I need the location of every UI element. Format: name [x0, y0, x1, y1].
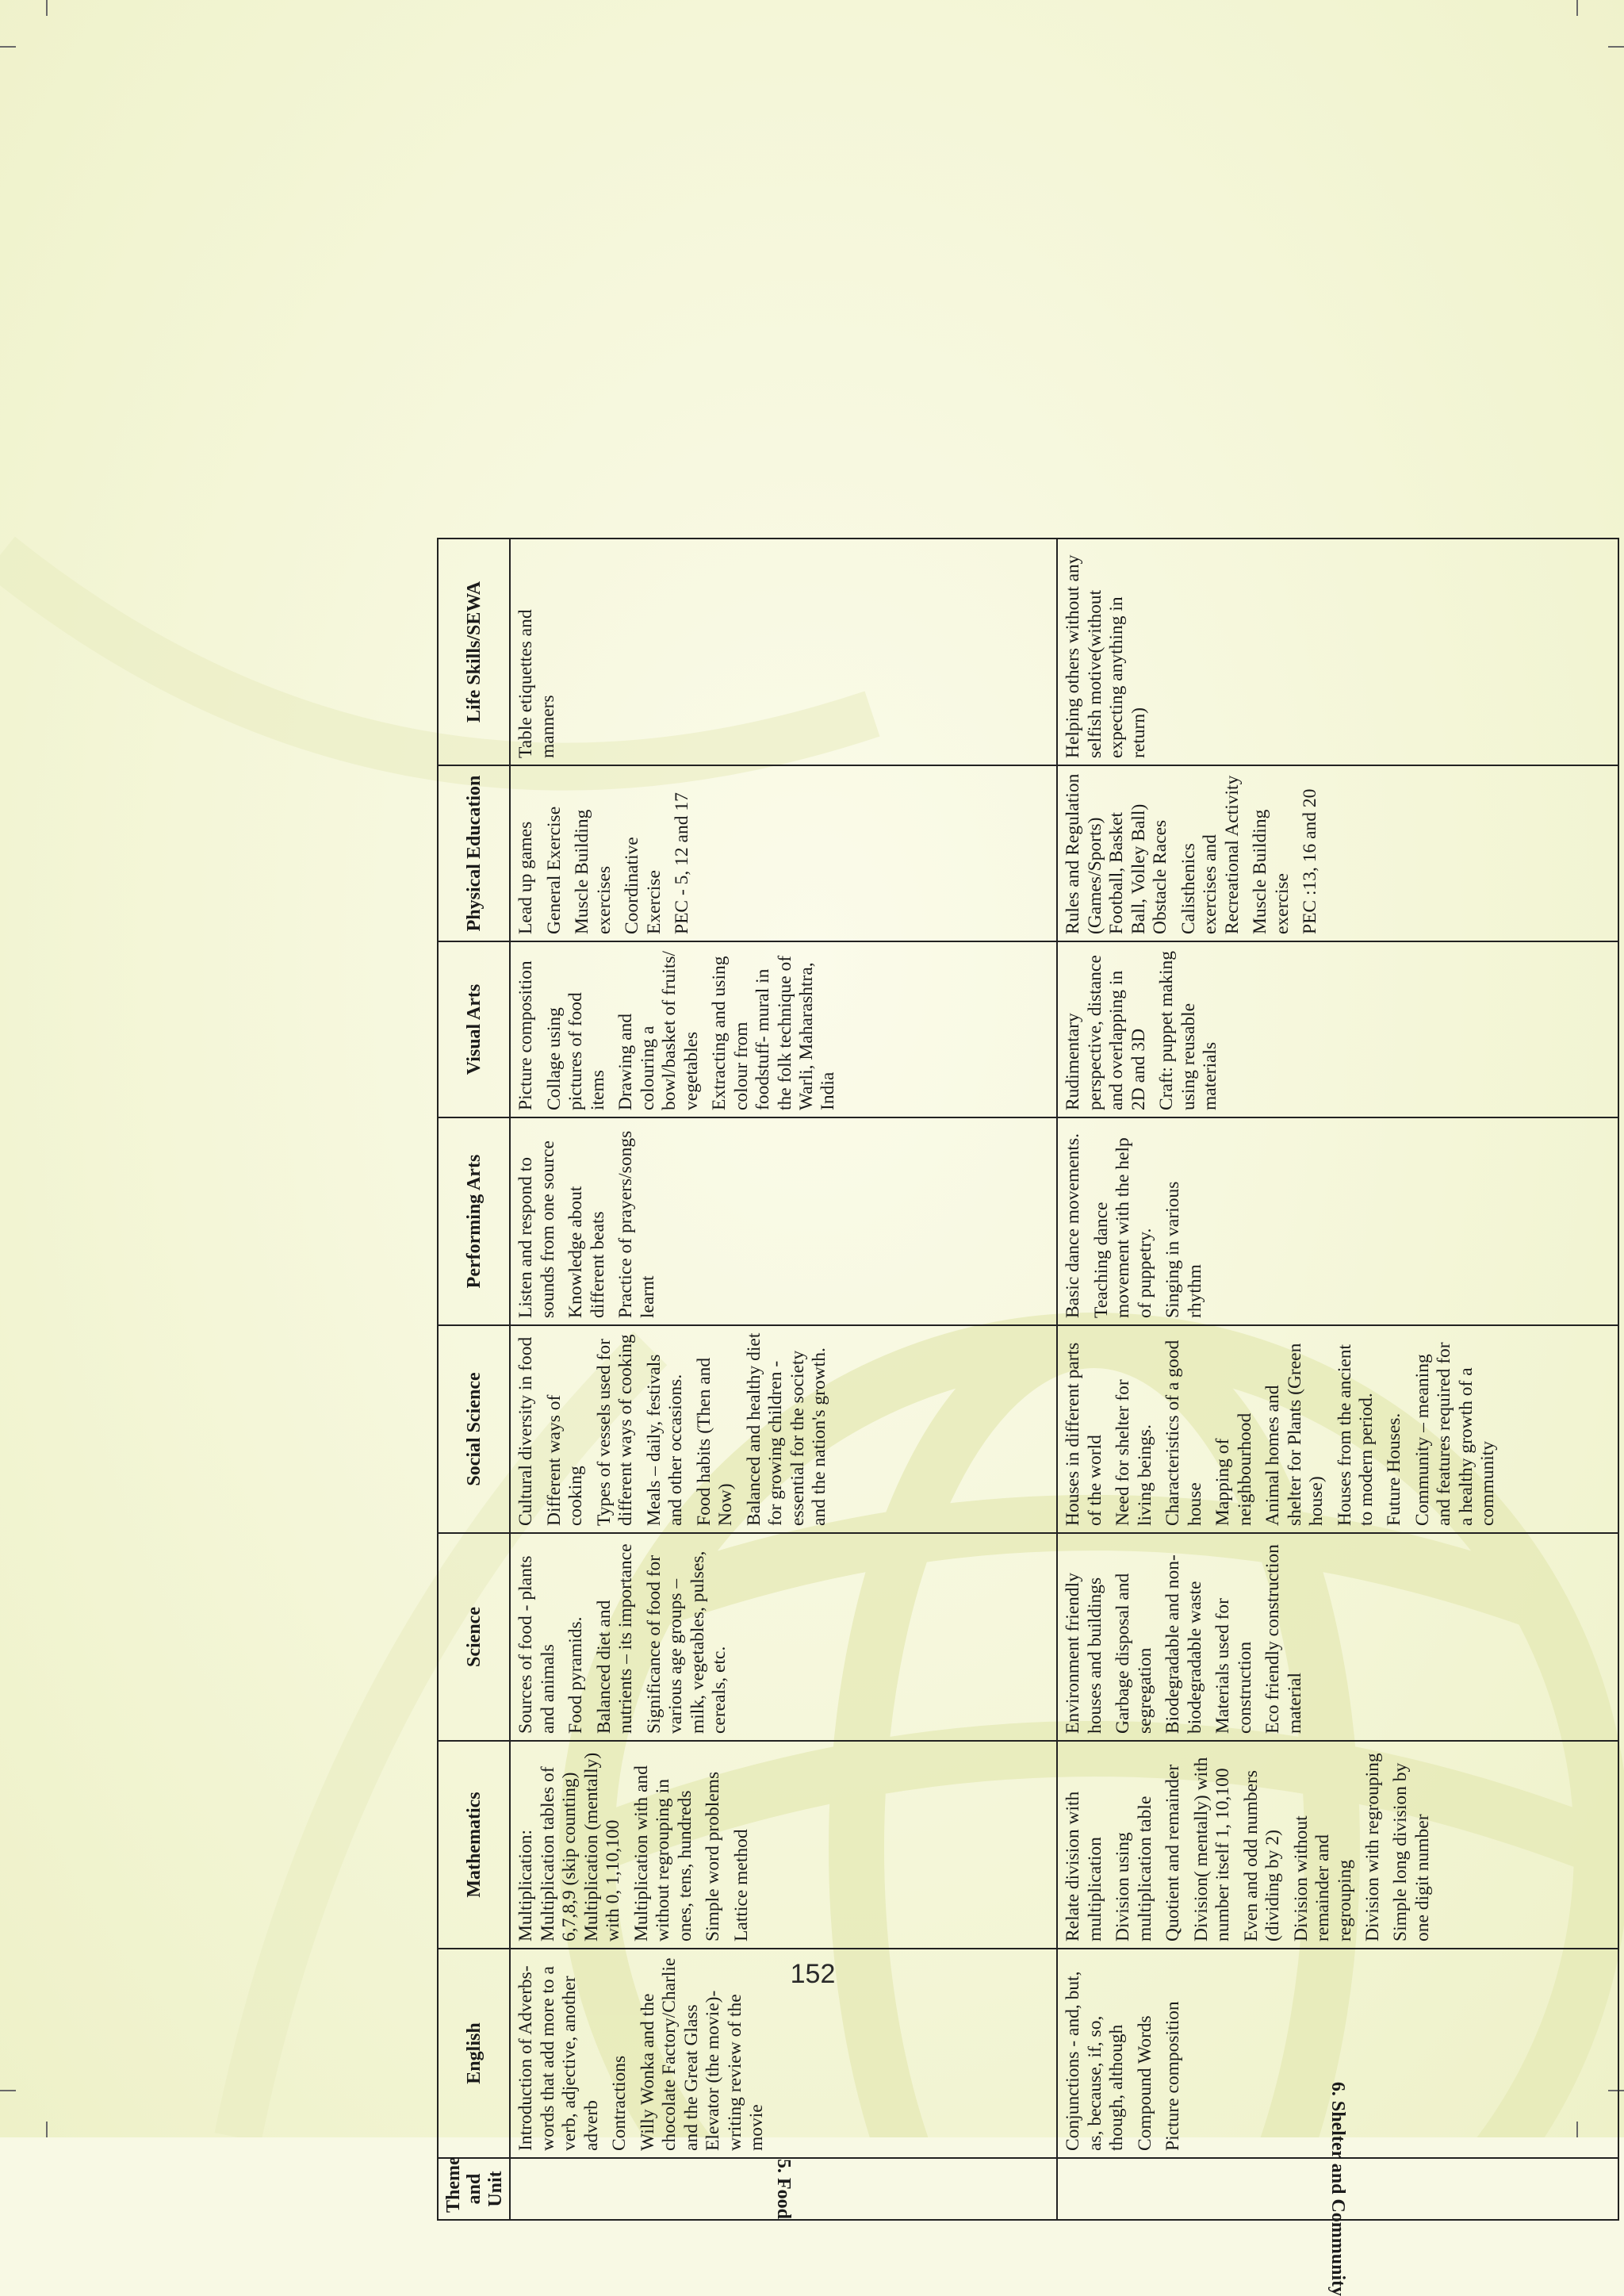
- cell-item: Community – meaning and features required for a healthy growth of a community: [1411, 1342, 1499, 1526]
- cell-science: [1057, 1533, 1618, 1741]
- cell-item: PEC - 5, 12 and 17: [672, 792, 693, 934]
- cell-item: Craft: puppet making using reusable materials: [1156, 950, 1221, 1110]
- header-theme: Theme and Unit: [438, 2158, 510, 2220]
- cell-item: Collage using pictures of food items: [543, 992, 608, 1110]
- cell-item: Mapping of neighbourhood: [1212, 1412, 1255, 1526]
- crop-mark: [46, 0, 48, 16]
- cell-item: Sources of food - plants and animals: [515, 1555, 558, 1734]
- header-performing-arts: Performing Arts: [438, 1117, 510, 1325]
- cell-item: Garbage disposal and segregation: [1113, 1573, 1155, 1734]
- table-header-row: [438, 539, 510, 2220]
- cell-item: Lead up games: [515, 821, 537, 934]
- crop-mark: [46, 2122, 48, 2137]
- cell-item: Drawing and colouring a bowl/basket of fruits/ vegetables: [615, 950, 702, 1110]
- cell-item: Division using multiplication table: [1113, 1796, 1155, 1941]
- cell-item: Listen and respond to sounds from one source: [515, 1140, 558, 1318]
- cell-item: Basic dance movements.: [1063, 1133, 1084, 1318]
- cell-physical-education: [510, 765, 1057, 941]
- curriculum-table: [437, 538, 1619, 2296]
- header-social-science: Social Science: [438, 1325, 510, 1533]
- cell-item: Quotient and remainder: [1162, 1764, 1184, 1941]
- header-science: Science: [438, 1533, 510, 1741]
- cell-item: Picture composition: [1162, 2001, 1184, 2151]
- cell-item: Helping others without any selfish motive(without expecting anything in return): [1063, 554, 1149, 758]
- cell-item: Materials used for construction: [1212, 1598, 1255, 1734]
- cell-performing-arts: [510, 1117, 1057, 1325]
- cell-mathematics: [510, 1741, 1057, 1949]
- cell-item: Balanced diet and nutrients – its importance: [593, 1543, 637, 1734]
- cell-item: Knowledge about different beats: [565, 1186, 608, 1318]
- crop-mark: [0, 46, 16, 48]
- cell-visual-arts: [1057, 941, 1618, 1117]
- cell-performing-arts: [1057, 1117, 1618, 1325]
- cell-item: Simple word problems: [703, 1771, 724, 1941]
- rotated-table-wrapper: [437, 554, 1604, 2296]
- cell-item: Meals – daily, festivals and other occasions.: [643, 1354, 687, 1526]
- crop-mark: [0, 2090, 16, 2091]
- cell-item: Teaching dance movement with the help of puppetry.: [1090, 1137, 1155, 1318]
- cell-item: Simple long division by one digit number: [1390, 1762, 1433, 1941]
- cell-item: Division without remainder and regrouping: [1290, 1815, 1355, 1941]
- cell-visual-arts: [510, 941, 1057, 1117]
- cell-item: Significance of food for various age groups – milk, vegetables, pulses, cereals, etc.: [643, 1550, 730, 1734]
- crop-mark: [1576, 0, 1578, 16]
- cell-item: Willy Wonka and the chocolate Factory/Charlie and the Great Glass Elevator (the movie)- writing review of the movie: [637, 1957, 768, 2151]
- table-frame: [437, 539, 1604, 2296]
- cell-item: Table etiquettes and manners: [515, 609, 558, 758]
- cell-item: Houses from the ancient to modern period.: [1334, 1343, 1377, 1526]
- cell-item: Food habits (Then and Now): [693, 1357, 737, 1526]
- cell-item: Coordinative Exercise: [622, 837, 665, 934]
- cell-item: Balanced and healthy diet for growing children - essential for the society and the nation's growth.: [743, 1332, 829, 1526]
- cell-item: Division with regrouping: [1362, 1753, 1383, 1941]
- cell-item: Types of vessels used for different ways of cooking: [593, 1334, 637, 1526]
- page-number: 152: [790, 1959, 836, 1989]
- header-mathematics: Mathematics: [438, 1741, 510, 1949]
- cell-item: Animal homes and shelter for Plants (Green house): [1262, 1343, 1327, 1526]
- cell-item: Biodegradable and non-biodegradable waste: [1162, 1554, 1205, 1734]
- cell-item: Calisthenics exercises and Recreational Activity: [1178, 775, 1243, 934]
- cell-social-science: [510, 1325, 1057, 1533]
- cell-item: Relate division with multiplication: [1063, 1791, 1105, 1941]
- cell-item: Different ways of cooking: [543, 1394, 587, 1526]
- cell-science: [510, 1533, 1057, 1741]
- cell-item: Contractions: [609, 2055, 630, 2151]
- header-english: English: [438, 1949, 510, 2158]
- cell-item: Eco friendly construction material: [1262, 1544, 1305, 1734]
- cell-item: Division( mentally) with number itself 1, 10,100: [1190, 1757, 1234, 1941]
- cell-mathematics: [1057, 1741, 1618, 1949]
- cell-item: Environment friendly houses and buildings: [1063, 1573, 1105, 1734]
- header-physical-education: Physical Education: [438, 765, 510, 941]
- cell-item: Rules and Regulation (Games/Sports) Football, Basket Ball, Volley Ball) Obstacle Races: [1063, 773, 1171, 934]
- cell-item: Even and odd numbers (dividing by 2): [1240, 1769, 1284, 1941]
- cell-item: PEC :13, 16 and 20: [1300, 788, 1321, 934]
- theme-cell: [510, 2158, 1057, 2220]
- cell-item: Cultural diversity in food: [515, 1336, 537, 1526]
- cell-social-science: [1057, 1325, 1618, 1533]
- crop-mark: [1608, 46, 1624, 48]
- cell-item: Future Houses.: [1384, 1412, 1405, 1526]
- cell-item: Multiplication: Multiplication tables of 6,7,8,9 (skip counting) Multiplication (mentally) with 0, 1,10,100: [515, 1752, 624, 1941]
- header-visual-arts: Visual Arts: [438, 941, 510, 1117]
- cell-item: Need for shelter for living beings.: [1113, 1379, 1155, 1526]
- cell-item: Extracting and using colour from foodstuff- mural in the folk technique of Warli, Maharashtra, India: [709, 955, 839, 1110]
- cell-item: Singing in various rhythm: [1162, 1181, 1205, 1318]
- cell-life-skills: [510, 539, 1057, 765]
- cell-physical-education: [1057, 765, 1618, 941]
- theme-label: 5. Food: [773, 2158, 795, 2220]
- cell-item: Multiplication with and without regrouping in ones, tens, hundreds: [630, 1765, 695, 1941]
- cell-life-skills: [1057, 539, 1618, 765]
- cell-item: Characteristics of a good house: [1162, 1340, 1205, 1526]
- table-row-shelter: [1057, 539, 1618, 2220]
- cell-item: Food pyramids.: [565, 1616, 587, 1734]
- cell-item: Introduction of Adverbs- words that add more to a verb, adjective, another adverb: [515, 1965, 602, 2151]
- cell-item: Picture composition: [515, 960, 537, 1110]
- cell-item: Compound Words: [1134, 2015, 1155, 2151]
- cell-item: Muscle Building exercise: [1250, 809, 1293, 934]
- header-life-skills: Life Skills/SEWA: [438, 539, 510, 765]
- cell-item: Practice of prayers/songs learnt: [615, 1130, 658, 1318]
- cell-item: Houses in different parts of the world: [1063, 1342, 1105, 1526]
- cell-item: Rudimentary perspective, distance and overlapping in 2D and 3D: [1063, 955, 1149, 1110]
- cell-item: General Exercise: [543, 806, 565, 934]
- cell-item: Muscle Building exercises: [572, 809, 615, 934]
- cell-item: Lattice method: [730, 1829, 752, 1941]
- theme-label: 6. Shelter and Community: [1327, 2081, 1349, 2296]
- cell-item: Conjunctions - and, but, as, because, if, so, though, although: [1063, 1971, 1128, 2151]
